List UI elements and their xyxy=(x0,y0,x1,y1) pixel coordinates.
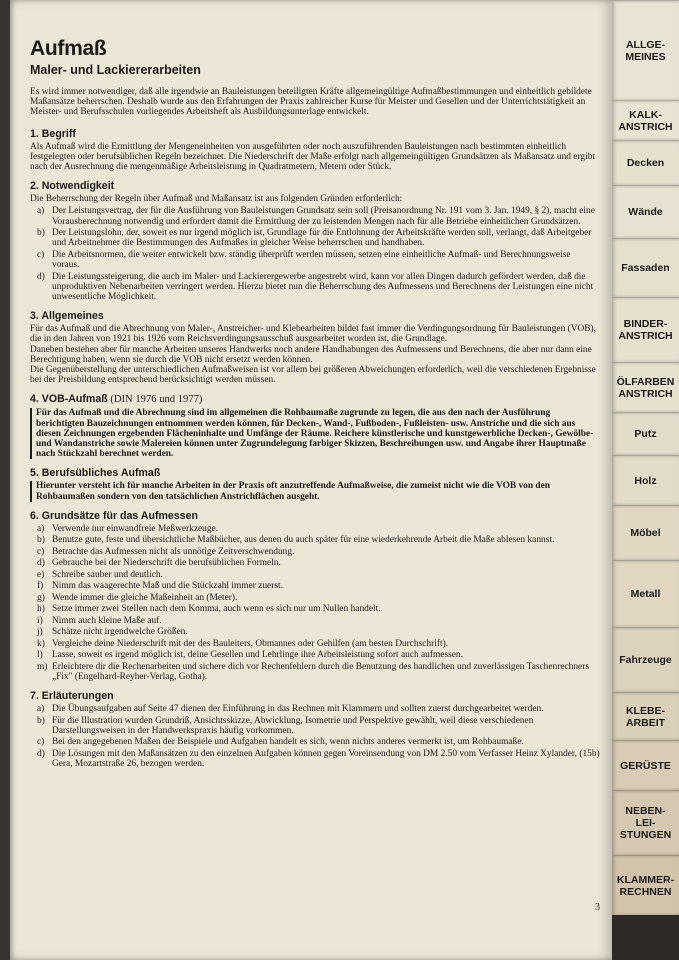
document-page xyxy=(10,0,612,960)
list-item xyxy=(30,704,600,714)
section-heading: 2. Notwendigkeit xyxy=(30,180,115,193)
section-berufsuebliches-aufmass xyxy=(30,467,600,501)
list-item-marker: i) xyxy=(37,615,43,626)
page-title: Aufmaß xyxy=(30,37,107,60)
index-tab[interactable]: Decken xyxy=(612,140,679,185)
section-erlaeuterungen xyxy=(30,690,600,769)
list-item-text: Wende immer die gleiche Maßeinheit an (Meter). xyxy=(52,592,238,603)
index-tab[interactable]: NEBEN- LEI- STUNGEN xyxy=(612,790,679,855)
section-text: Daneben bestehen aber für manche Arbeiten unseres Handwerks noch andere Handhabungen des Aufmessens und Berechnens, die aber nur dann eine Berechtigung haben, wenn sie durch die VOB nicht ersetzt werden können. xyxy=(30,344,592,365)
list-item xyxy=(30,593,600,603)
list-item-marker: l) xyxy=(37,650,43,661)
list-item-text: Schreibe sauber und deutlich. xyxy=(52,569,163,580)
list-item-marker: d) xyxy=(37,748,45,759)
section-heading: 3. Allgemeines xyxy=(30,310,104,323)
page-subtitle: Maler- und Lackiererarbeiten xyxy=(30,63,201,77)
section-heading: 5. Berufsübliches Aufmaß xyxy=(30,467,161,480)
list-item-marker: d) xyxy=(37,271,45,282)
list-item-text: Setze immer zwei Stellen nach dem Komma, auch wenn es sich nur um Nullen handelt. xyxy=(52,604,381,615)
list-item-text: Erleichtere dir die Rechenarbeiten und sichere dich vor Rechenfehlern durch die Benutzung des handlichen und zuverlässigen Taschenrechners „Fix" (Engelhard-Reyher-Verlag, Gotha). xyxy=(52,661,589,682)
index-tab[interactable]: Holz xyxy=(612,455,679,505)
list-item-text: Schätze nicht irgendwelche Größen. xyxy=(52,627,188,638)
index-tab[interactable]: Fahrzeuge xyxy=(612,627,679,692)
list-item-text: Die Arbeitsnormen, die weiter entwickelt bzw. ständig überprüft werden müssen, setzen eine einheitliche Aufmaß- und Berechnungsweise voraus. xyxy=(52,249,571,271)
list-item xyxy=(30,535,600,545)
list-item-text: Die Leistungssteigerung, die auch im Maler- und Lackierergewerbe angestrebt wird, kann vor allen Dingen dadurch gefördert werden, daß die unproduktiven Nebenarbeiten verringert werden. Hierzu bietet nun die Beherrschung des Aufmessens und Berechnens der Leistungen eine nicht unwesentliche Möglichkeit. xyxy=(52,271,594,302)
list-item xyxy=(30,616,600,626)
list-item xyxy=(30,228,600,248)
list-item-text: Die Übungsaufgaben auf Seite 47 dienen der Einführung in das Rechnen mit Klammern und sollten zuerst durchgearbeitet werden. xyxy=(52,704,544,715)
list-item-marker: a) xyxy=(37,523,45,534)
section-vob-aufmass xyxy=(30,393,600,459)
list-item-marker: a) xyxy=(37,704,45,715)
index-tab[interactable]: Metall xyxy=(612,560,679,627)
list-item-marker: b) xyxy=(37,228,45,239)
item-list xyxy=(30,206,600,302)
section-text: Für das Aufmaß und die Abrechnung sind im allgemeinen die Rohbaumaße zugrunde zu legen, die aus den nach der Ausführung berichtigten Bauzeichnungen entnommen werden können, für Decken-, Wand-, Fußboden-, Fußleisten- usw. Anstriche und die sich aus diesen Zeichnungen ergebenden Flächeninhalte und Umfänge der Räume. Reichere künstlerische und kunstgewerbliche Decken-, Gewölbe- und Wandanstriche sowie Malereien können unter Zugrundelegung farbiger Skizzen, Beschreibungen usw. und Angabe ihrer Hauptmaße nach Stückzahl berechnet werden. xyxy=(30,408,600,459)
section-text: Für das Aufmaß und die Abrechnung von Maler-, Anstreicher- und Klebearbeiten bildet fast immer die Verdingungsordnung für Bauleistungen (VOB), die in den Jahren von 1921 bis 1926 vom Reichsverdingungsausschuß ausgearbeitet worden ist, die Grundlage. xyxy=(30,324,596,345)
section-heading: 6. Grundsätze für das Aufmessen xyxy=(30,509,198,522)
list-item-marker: e) xyxy=(37,569,45,580)
list-item-text: Benutze gute, feste und übersichtliche Maßbücher, aus denen du auch später für eine wiederkehrende Arbeit die Maße ablesen kannst. xyxy=(52,535,555,546)
item-list xyxy=(30,704,600,769)
section-text: Die Gegenüberstellung der unterschiedlichen Aufmaßweisen ist vor allem bei größeren Abweichungen erforderlich, weil die verschiedenen Ergebnisse bei der Preisbildung entsprechend berücksichtigt werden müssen. xyxy=(30,364,596,386)
section-allgemeines xyxy=(30,310,600,385)
list-item-text: Der Leistungsvertrag, der für die Ausführung von Bauleistungen Grundsatz sein soll (Preisanordnung Nr. 191 vom 3. Jan. 1949, § 2), macht eine Vorausberechnung notwendig und erfordert damit die Ermittlung der zu leistenden Mengen nach für alle Betriebe einheitlichen Grundsätzen. xyxy=(52,206,595,227)
list-item xyxy=(30,749,600,769)
section-text: Die Beherrschung der Regeln über Aufmaß und Maßansatz ist aus folgenden Gründen erforderlich: xyxy=(30,194,403,205)
page-number: 3 xyxy=(595,902,600,913)
list-item-text: Nimm das waagerechte Maß und die Stückzahl immer zuerst. xyxy=(52,581,283,592)
list-item-marker: b) xyxy=(37,535,45,546)
list-item-text: Die Lösungen mit den Maßansätzen zu den einzelnen Aufgaben können gegen Voreinsendung von DM 2.50 vom Verfasser Heinz Xylander, (15b) Gera, Mozartstraße 26, bezogen werden. xyxy=(52,748,600,770)
section-heading: 1. Begriff xyxy=(30,127,76,140)
list-item xyxy=(30,716,600,736)
index-tab[interactable]: Putz xyxy=(612,412,679,455)
list-item-marker: m) xyxy=(37,661,48,672)
index-tab[interactable]: KLAMMER- RECHNEN xyxy=(612,855,679,915)
index-tab[interactable]: GERÜSTE xyxy=(612,740,679,790)
list-item-text: Verwende nur einwandfreie Meßwerkzeuge. xyxy=(52,523,219,534)
list-item-marker: d) xyxy=(37,558,45,569)
list-item xyxy=(30,662,600,682)
item-list xyxy=(30,524,600,682)
list-item xyxy=(30,547,600,557)
list-item-text: Für die Illustration wurden Grundriß, Ansichtsskizze, Abwicklung, Isometrie und Perspektive gewählt, weil diese verschiedenen Darstellungsweisen in der Handwerkspraxis häufig vorkommen. xyxy=(52,715,534,736)
list-item-text: Gebrauche bei der Niederschrift die berufsüblichen Formeln. xyxy=(52,558,281,569)
list-item-marker: a) xyxy=(37,206,45,217)
list-item-text: Nimm auch kleine Maße auf. xyxy=(52,615,162,626)
list-item xyxy=(30,558,600,568)
list-item-text: Lasse, soweit es irgend möglich ist, deine Gesellen und Lehrlinge ihre Arbeitsleistung sofort auch aufmessen. xyxy=(52,650,463,661)
index-tab[interactable]: Fassaden xyxy=(612,238,679,297)
section-grundsaetze xyxy=(30,510,600,682)
index-tab[interactable]: KALK- ANSTRICH xyxy=(612,100,679,140)
list-item-marker: j) xyxy=(37,627,43,638)
list-item-text: Der Leistungslohn, der, soweit es nur irgend möglich ist, Grundlage für die Entlohnung der Arbeitskräfte werden soll, verlangt, daß Arbeitgeber und Arbeitnehmer die Bestimmungen des Aufmaßes in gleicher Weise beherrschen und handhaben. xyxy=(52,228,592,249)
list-item xyxy=(30,581,600,591)
list-item xyxy=(30,570,600,580)
section-heading-extra: (DIN 1976 und 1977) xyxy=(107,394,203,406)
list-item xyxy=(30,737,600,747)
section-heading xyxy=(30,393,600,406)
index-tab[interactable]: KLEBE- ARBEIT xyxy=(612,692,679,740)
section-text: Als Aufmaß wird die Ermittlung der Mengeneinheiten von ausgeführten oder noch auszuführenden Bauleistungen nach bestimmten einheitlich festgelegten oder berufsüblichen Regeln bezeichnet. Die Niederschrift der Maße erfolgt nach allgemeingültigen Grundsätzen als Maßansatz und ergibt nach der Ausrechnung die mengenmäßige Arbeitsleistung in Quadratmetern, Metern oder Stück. xyxy=(30,141,595,173)
list-item xyxy=(30,650,600,660)
section-notwendigkeit xyxy=(30,180,600,302)
section-heading: 7. Erläuterungen xyxy=(30,690,114,703)
index-tab[interactable]: Möbel xyxy=(612,505,679,560)
list-item-marker: c) xyxy=(37,249,45,260)
list-item-marker: g) xyxy=(37,592,45,603)
list-item-marker: c) xyxy=(37,737,45,748)
list-item-marker: b) xyxy=(37,715,45,726)
list-item xyxy=(30,524,600,534)
index-tab[interactable]: Wände xyxy=(612,185,679,238)
list-item xyxy=(30,639,600,649)
index-tab[interactable]: ÖLFARBEN ANSTRICH xyxy=(612,362,679,412)
section-text: Hierunter versteht ich für manche Arbeiten in der Praxis oft anzutreffende Aufmaßweise, die zumeist nicht wie die VOB von den Rohbaumaßen sondern von den tatsächlichen Anstrichflächen ausgeht. xyxy=(30,481,600,501)
page-content xyxy=(30,38,600,777)
intro-paragraph: Es wird immer notwendiger, daß alle irgendwie an Bauleistungen beteiligten Kräfte allgemeingültige Aufmaßbestimmungen und einheitlich gebildete Maßansätze beherrschen. Deshalb wurde aus den Erfahrungen der Praxis zahlreicher Kurse für Meister und Gesellen und der Unterrichtstätigkeit an Meister- und Berufsschulen vorliegendes Arbeitsheft als Ausbildungsunterlage entwickelt. xyxy=(30,87,592,118)
list-item xyxy=(30,206,600,226)
list-item-marker: k) xyxy=(37,638,45,649)
list-item-marker: h) xyxy=(37,604,45,615)
section-heading-main: 4. VOB-Aufmaß xyxy=(30,393,108,406)
index-tab[interactable]: ALLGE- MEINES xyxy=(612,0,679,100)
list-item-text: Bei den angegebenen Maßen der Beispiele und Aufgaben handelt es sich, wenn nichts anderes vermerkt ist, um Rohbaumaße. xyxy=(52,737,524,748)
list-item xyxy=(30,250,600,270)
list-item xyxy=(30,272,600,303)
list-item-marker: f) xyxy=(37,581,44,592)
list-item xyxy=(30,627,600,637)
list-item-text: Vergleiche deine Niederschrift mit der des Bauleiters, Obmannes oder Gehilfen (am besten Durchschrift). xyxy=(52,638,449,649)
section-begriff xyxy=(30,128,600,173)
list-item-marker: c) xyxy=(37,546,45,557)
list-item xyxy=(30,604,600,614)
list-item-text: Betrachte das Aufmessen nicht als unnötige Zeitverschwendung. xyxy=(52,546,295,557)
index-tab[interactable]: BINDER- ANSTRICH xyxy=(612,297,679,362)
